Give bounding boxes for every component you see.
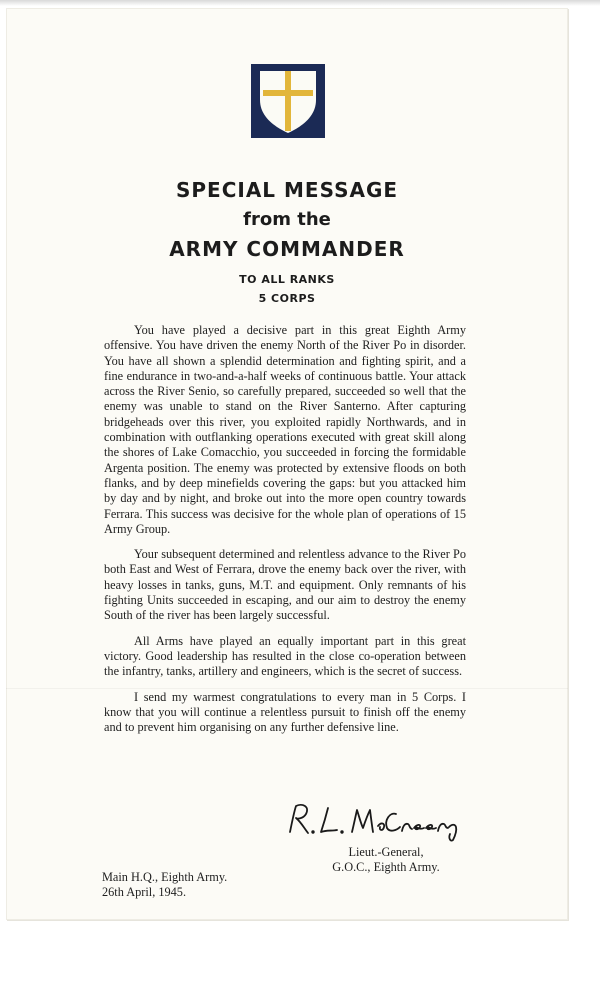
origin-location: Main H.Q., Eighth Army. bbox=[102, 870, 228, 884]
addressee-all-ranks: TO ALL RANKS bbox=[239, 273, 335, 286]
shield-with-cross-icon bbox=[251, 64, 325, 138]
paragraph: You have played a decisive part in this great Eighth Army offensive. You have driven the enemy North of the River Po in disorder. You have all shown a splendid determination and fighting spirit, and a fine endurance in two-and-a-half weeks of continuous battle. Your attack across the River Senio, so carefully prepared, succeeded so well that the enemy was unable to stand on the River Santerno. After capturing bridgeheads over this river, you exploited rapidly Northwards, and in combination with outflanking operations executed with great skill along the shores of Lake Comacchio, you succeeded in forcing the formidable Argenta position. The enemy was protected by extensive floods on both flanks, and by deep minefields covering the gaps: but you attacked him by day and by night, and broke out into the more open country towards Ferrara. This success was decisive for the whole plan of operations of 15 Army Group. bbox=[104, 323, 466, 536]
addressee-corps: 5 CORPS bbox=[258, 292, 316, 305]
origin-date: 26th April, 1945. bbox=[102, 885, 187, 899]
title-special-message: SPECIAL MESSAGE bbox=[175, 178, 399, 202]
paragraph: I send my warmest congratulations to every man in 5 Corps. I know that you will continue a relentless pursuit to finish off the enemy and to prevent him organising on any further defensive line. bbox=[104, 689, 466, 735]
paragraph: Your subsequent determined and relentless advance to the River Po both East and West of Ferrara, drove the enemy back over the river, with heavy losses in tanks, guns, M.T. and equipment. Only remnants of his fighting Units succeeded in escaping, and our aim to destroy the enemy South of the river has been largely successful. bbox=[104, 547, 466, 623]
handwritten-signature bbox=[284, 798, 464, 842]
paragraph: All Arms have played an equally important part in this great victory. Good leadership has resulted in the close co-operation between the infantry, tanks, artillery and engineers, which is the secret of success. bbox=[104, 633, 466, 679]
origin-block bbox=[102, 870, 227, 900]
title-from-the: from the bbox=[243, 209, 331, 230]
scan-edge bbox=[0, 0, 600, 6]
signature-appointment: G.O.C., Eighth Army. bbox=[332, 860, 440, 874]
message-body bbox=[104, 323, 466, 745]
title-army-commander: ARMY COMMANDER bbox=[169, 237, 405, 261]
signature-block bbox=[306, 845, 466, 875]
document-page bbox=[6, 8, 568, 920]
signature-rank: Lieut.-General, bbox=[348, 845, 424, 859]
